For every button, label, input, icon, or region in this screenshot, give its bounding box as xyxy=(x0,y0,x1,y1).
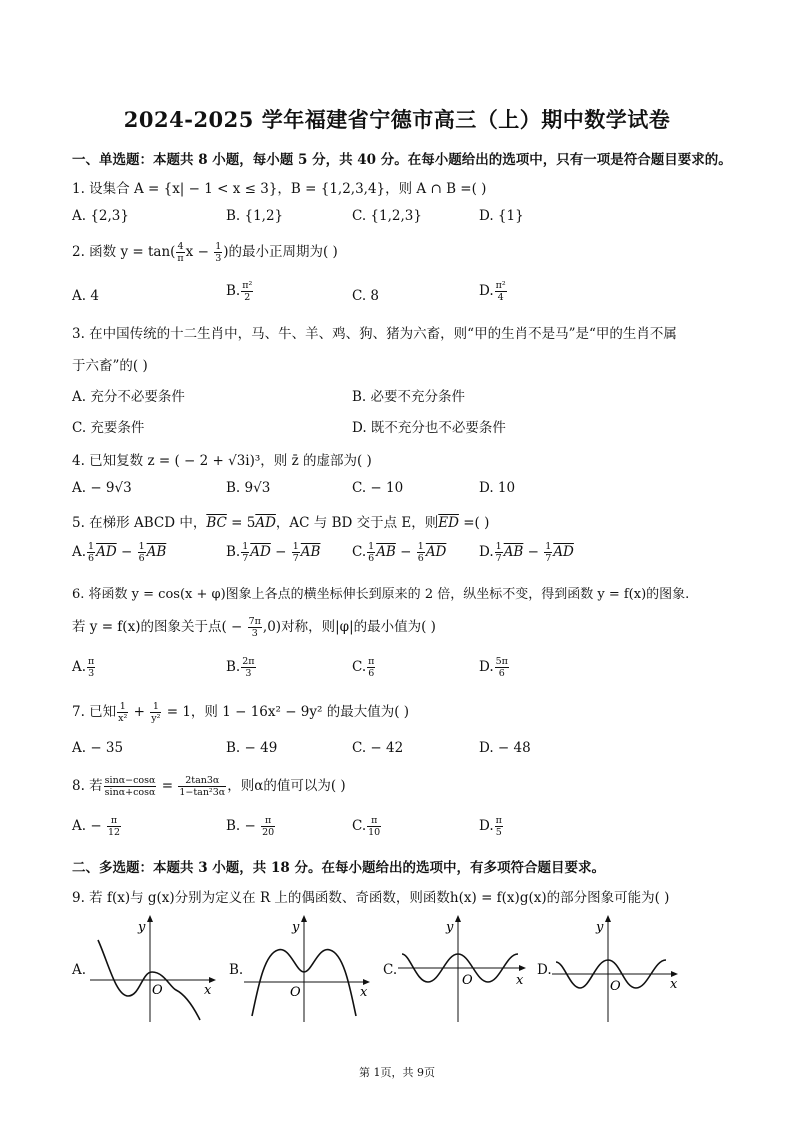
question-2-option-b xyxy=(226,280,254,303)
q5-d-frac-2-den: 7 xyxy=(545,553,552,564)
q5-d-sign: − xyxy=(523,544,544,560)
q8-b-num: π xyxy=(261,815,275,827)
q8-c-frac xyxy=(367,815,381,838)
q8-a-frac xyxy=(107,815,121,838)
q5-b-frac-2-den: 7 xyxy=(292,553,299,564)
q5-c-label: C. xyxy=(352,544,367,560)
q5-stem-pre: 5. 在梯形 ABCD 中， xyxy=(72,515,207,531)
q5-c-sign: − xyxy=(395,544,416,560)
question-4-option-b: B. 9√3 xyxy=(226,480,271,496)
page-title: 2024-2025 学年福建省宁德市高三（上）期中数学试卷 xyxy=(123,107,671,132)
question-3-option-c: C. 充要条件 xyxy=(72,420,145,436)
q5-stem-post: ，AC 与 BD 交于点 E，则 xyxy=(275,515,439,531)
section-single-choice: 一、单选题：本题共 8 小题，每小题 5 分，共 40 分。在每小题给出的选项中，只有一项是符合题目要求的。 xyxy=(72,152,732,168)
q2-frac-2-den: 3 xyxy=(215,253,222,264)
question-8-option-a xyxy=(72,815,122,838)
q2-option-b-den: 2 xyxy=(244,292,251,303)
q6-a-label: A. xyxy=(72,659,87,675)
question-9-option-b-graph xyxy=(244,912,374,1024)
q5-vector-ad: $\overline{AD}$ xyxy=(255,515,276,531)
graph-d-origin: O xyxy=(610,979,621,994)
question-2-option-c: C. 8 xyxy=(352,288,380,304)
q5-a-frac-2 xyxy=(138,541,146,564)
q5-b-frac-2 xyxy=(292,541,300,564)
q6-a-num: π xyxy=(88,656,95,667)
question-4-stem: 4. 已知复数 z = ( − 2 + √3i)³，则 z̄ 的虚部为( ) xyxy=(72,453,372,469)
q2-post: )的最小正周期为( ) xyxy=(223,244,338,260)
question-1-option-a: A. {2,3} xyxy=(72,208,129,224)
q8-frac-2 xyxy=(178,775,226,798)
q5-stem-end: =( ) xyxy=(458,515,490,531)
graph-b-origin: O xyxy=(290,985,301,1000)
q5-c-frac-1 xyxy=(367,541,375,564)
graph-a-origin: O xyxy=(152,983,163,998)
question-2-stem xyxy=(72,240,338,264)
graph-a-x-label: x xyxy=(204,983,212,998)
graph-c-x-label: x xyxy=(516,973,524,988)
q6-stem2-pre: 若 y = f(x)的图象关于点( − xyxy=(72,619,247,635)
q5-b-frac-1-num: 1 xyxy=(242,541,249,552)
q8-d-num: π xyxy=(495,815,502,826)
question-8-option-d xyxy=(479,815,504,838)
q2-option-d-num: π² xyxy=(495,280,506,291)
q5-a-vector-1: $\overline{AD}$ xyxy=(96,544,117,560)
q8-frac-1-den: sinα+cosα xyxy=(104,787,156,798)
q6-d-frac xyxy=(495,656,509,679)
q5-d-frac-1 xyxy=(495,541,503,564)
question-2-option-d xyxy=(479,280,508,303)
q5-d-vector-1: $\overline{AB}$ xyxy=(503,544,524,560)
q6-d-num: 5π xyxy=(495,656,508,667)
q5-a-frac-1-den: 6 xyxy=(88,553,95,564)
q7-pre: 7. 已知 xyxy=(72,704,117,720)
q6-frac-num: 7π xyxy=(248,616,261,627)
graph-c-x-arrow xyxy=(519,965,526,971)
question-1-option-c: C. {1,2,3} xyxy=(352,208,422,224)
q6-a-den: 3 xyxy=(88,668,95,679)
graph-d-y-arrow xyxy=(605,915,611,922)
q8-c-num: π xyxy=(367,815,381,827)
q6-c-frac xyxy=(367,656,375,679)
q6-a-frac xyxy=(87,656,95,679)
q2-option-b-num: π² xyxy=(242,280,253,291)
question-3-option-b: B. 必要不充分条件 xyxy=(352,389,466,405)
q5-c-frac-1-num: 1 xyxy=(368,541,375,552)
q5-d-frac-1-num: 1 xyxy=(495,541,502,552)
q8-c-label: C. xyxy=(352,818,367,834)
graph-b-x-label: x xyxy=(360,985,368,1000)
q8-a-label: A. − xyxy=(72,818,106,834)
graph-c-y-label: y xyxy=(446,920,454,935)
question-8-stem xyxy=(72,774,346,798)
q5-a-frac-2-num: 1 xyxy=(138,541,145,552)
question-5-option-c xyxy=(352,541,446,564)
question-3-option-a: A. 充分不必要条件 xyxy=(72,389,185,405)
q8-frac-2-num: 2tan3α xyxy=(178,775,226,787)
q8-pre: 8. 若 xyxy=(72,778,103,794)
q2-option-b-frac xyxy=(241,280,253,303)
question-5-option-b xyxy=(226,541,320,564)
graph-a-y-arrow xyxy=(147,915,153,922)
question-7-option-d: D. − 48 xyxy=(479,740,531,756)
q5-b-vector-2: $\overline{AB}$ xyxy=(300,544,321,560)
q7-frac-2-den: y² xyxy=(151,713,161,724)
question-3-stem-line-1: 3. 在中国传统的十二生肖中，马、牛、羊、鸡、狗、猪为六畜，则“甲的生肖不是马”是“甲的生肖不属 xyxy=(72,326,677,342)
graph-c-y-arrow xyxy=(455,915,461,922)
q5-b-label: B. xyxy=(226,544,241,560)
question-6-option-c xyxy=(352,656,376,679)
q5-a-label: A. xyxy=(72,544,87,560)
graph-b-y-arrow xyxy=(301,915,307,922)
q2-option-d-label: D. xyxy=(479,283,494,299)
q6-frac-den: 3 xyxy=(251,628,258,639)
q7-frac-1-num: 1 xyxy=(117,701,128,713)
question-9-stem: 9. 若 f(x)与 g(x)分别为定义在 R 上的偶函数、奇函数，则函数h(x) = f(x)g(x)的部分图象可能为( ) xyxy=(72,890,670,906)
q8-a-num: π xyxy=(107,815,121,827)
q8-d-frac xyxy=(495,815,503,838)
question-6-option-b xyxy=(226,656,257,679)
q2-pre: 2. 函数 y = tan( xyxy=(72,244,176,260)
q6-d-den: 6 xyxy=(498,668,505,679)
graph-c-origin: O xyxy=(462,973,473,988)
question-2-option-a: A. 4 xyxy=(72,288,99,304)
q5-d-vector-2: $\overline{AD}$ xyxy=(553,544,574,560)
q7-frac-1-den: x² xyxy=(118,713,128,724)
q5-vector-bc: $\overline{BC}$ xyxy=(206,515,227,531)
q5-d-frac-2-num: 1 xyxy=(545,541,552,552)
q6-d-label: D. xyxy=(479,659,494,675)
q8-frac-2-den: 1−tan²3α xyxy=(179,787,226,798)
question-6-option-d xyxy=(479,656,510,679)
q5-b-sign: − xyxy=(270,544,291,560)
q8-d-den: 5 xyxy=(495,827,502,838)
question-3-option-d: D. 既不充分也不必要条件 xyxy=(352,420,506,436)
question-9-option-c-graph xyxy=(398,912,530,1024)
q6-b-den: 3 xyxy=(245,668,252,679)
q5-c-frac-2-num: 1 xyxy=(417,541,424,552)
q6-c-label: C. xyxy=(352,659,367,675)
q5-a-vector-2: $\overline{AB}$ xyxy=(146,544,167,560)
graph-a-y-label: y xyxy=(138,920,146,935)
q8-a-den: 12 xyxy=(107,827,121,838)
graph-d-x-label: x xyxy=(670,977,678,992)
q5-c-frac-2-den: 6 xyxy=(417,553,424,564)
question-9-option-b-label: B. xyxy=(229,962,244,978)
question-5-option-a xyxy=(72,541,166,564)
question-6-stem-line-1: 6. 将函数 y = cos(x + φ)图象上各点的横坐标伸长到原来的 2 倍，纵坐标不变，得到函数 y = f(x)的图象. xyxy=(72,587,690,602)
q6-b-frac xyxy=(241,656,255,679)
q6-c-num: π xyxy=(368,656,375,667)
question-7-stem xyxy=(72,700,409,724)
q5-a-frac-1-num: 1 xyxy=(88,541,95,552)
q8-b-den: 20 xyxy=(262,827,275,838)
question-4-option-c: C. − 10 xyxy=(352,480,404,496)
question-9-option-a-graph xyxy=(90,912,220,1024)
q2-option-b-label: B. xyxy=(226,283,241,299)
q7-frac-1 xyxy=(117,701,128,724)
q2-frac-2 xyxy=(214,241,222,264)
q6-frac xyxy=(248,616,262,639)
q2-frac-2-num: 1 xyxy=(215,241,222,252)
q8-d-label: D. xyxy=(479,818,494,834)
question-8-option-c xyxy=(352,815,382,838)
question-5-option-d xyxy=(479,541,574,564)
question-7-option-a: A. − 35 xyxy=(72,740,124,756)
section-multiple-choice: 二、多选题：本题共 3 小题，共 18 分。在每小题给出的选项中，有多项符合题目要求。 xyxy=(72,860,605,876)
q8-b-label: B. − xyxy=(226,818,261,834)
q2-frac-1-den: π xyxy=(177,253,184,264)
q2-mid: x − xyxy=(185,244,214,260)
question-7-option-c: C. − 42 xyxy=(352,740,404,756)
question-6-stem-line-2 xyxy=(72,615,436,639)
question-1-option-d: D. {1} xyxy=(479,208,524,224)
q5-d-frac-1-den: 7 xyxy=(495,553,502,564)
question-4-option-d: D. 10 xyxy=(479,480,516,496)
q5-d-label: D. xyxy=(479,544,494,560)
q6-b-num: 2π xyxy=(242,656,255,667)
question-9-option-a-label: A. xyxy=(72,962,87,978)
q6-c-den: 6 xyxy=(368,668,375,679)
q2-option-d-den: 4 xyxy=(497,292,504,303)
q8-eq: = xyxy=(157,778,178,794)
q5-a-sign: − xyxy=(116,544,137,560)
q2-frac-1-num: 4 xyxy=(177,241,184,252)
graph-d-y-label: y xyxy=(596,920,604,935)
graph-b-y-label: y xyxy=(292,920,300,935)
question-4-option-a: A. − 9√3 xyxy=(72,480,132,496)
page-footer: 第 1页，共 9页 xyxy=(359,1066,435,1079)
q6-stem2-post: ,0)对称，则|φ|的最小值为( ) xyxy=(262,619,436,635)
q5-a-frac-2-den: 6 xyxy=(138,553,145,564)
q7-plus: + xyxy=(129,704,150,720)
question-7-option-b: B. − 49 xyxy=(226,740,278,756)
q2-frac-1 xyxy=(176,241,184,264)
q6-b-label: B. xyxy=(226,659,241,675)
question-1-option-b: B. {1,2} xyxy=(226,208,284,224)
q8-c-den: 10 xyxy=(368,827,381,838)
q8-frac-1 xyxy=(104,775,157,798)
question-5-stem xyxy=(72,511,489,531)
q7-post: = 1，则 1 − 16x² − 9y² 的最大值为( ) xyxy=(162,704,410,720)
q8-frac-1-num: sinα−cosα xyxy=(104,775,156,786)
q8-post: ，则α的值可以为( ) xyxy=(227,778,346,794)
q7-frac-2 xyxy=(150,701,161,724)
q2-option-d-frac xyxy=(495,280,507,303)
q5-c-frac-1-den: 6 xyxy=(368,553,375,564)
question-3-stem-line-2: 于六畜”的( ) xyxy=(72,358,148,374)
q5-eq: = 5 xyxy=(226,515,256,531)
q5-c-frac-2 xyxy=(417,541,425,564)
question-6-option-a xyxy=(72,656,96,679)
q5-d-frac-2 xyxy=(544,541,552,564)
q5-c-vector-2: $\overline{AD}$ xyxy=(425,544,447,560)
q7-frac-2-num: 1 xyxy=(150,701,161,713)
q5-vector-ed: $\overline{ED}$ xyxy=(438,515,459,531)
question-9-option-c-label: C. xyxy=(383,962,398,978)
q5-b-frac-2-num: 1 xyxy=(292,541,299,552)
q5-c-vector-1: $\overline{AB}$ xyxy=(376,544,396,560)
q5-b-vector-1: $\overline{AD}$ xyxy=(250,544,271,560)
q5-a-frac-1 xyxy=(87,541,95,564)
q5-b-frac-1-den: 7 xyxy=(242,553,249,564)
question-9-option-d-label: D. xyxy=(537,962,552,978)
question-9-option-d-graph xyxy=(552,912,684,1024)
q5-b-frac-1 xyxy=(241,541,249,564)
q8-b-frac xyxy=(261,815,275,838)
question-8-option-b xyxy=(226,815,276,838)
question-1-stem: 1. 设集合 A = {x| − 1 < x ≤ 3}，B = {1,2,3,4}，则 A ∩ B =( ) xyxy=(72,181,487,197)
